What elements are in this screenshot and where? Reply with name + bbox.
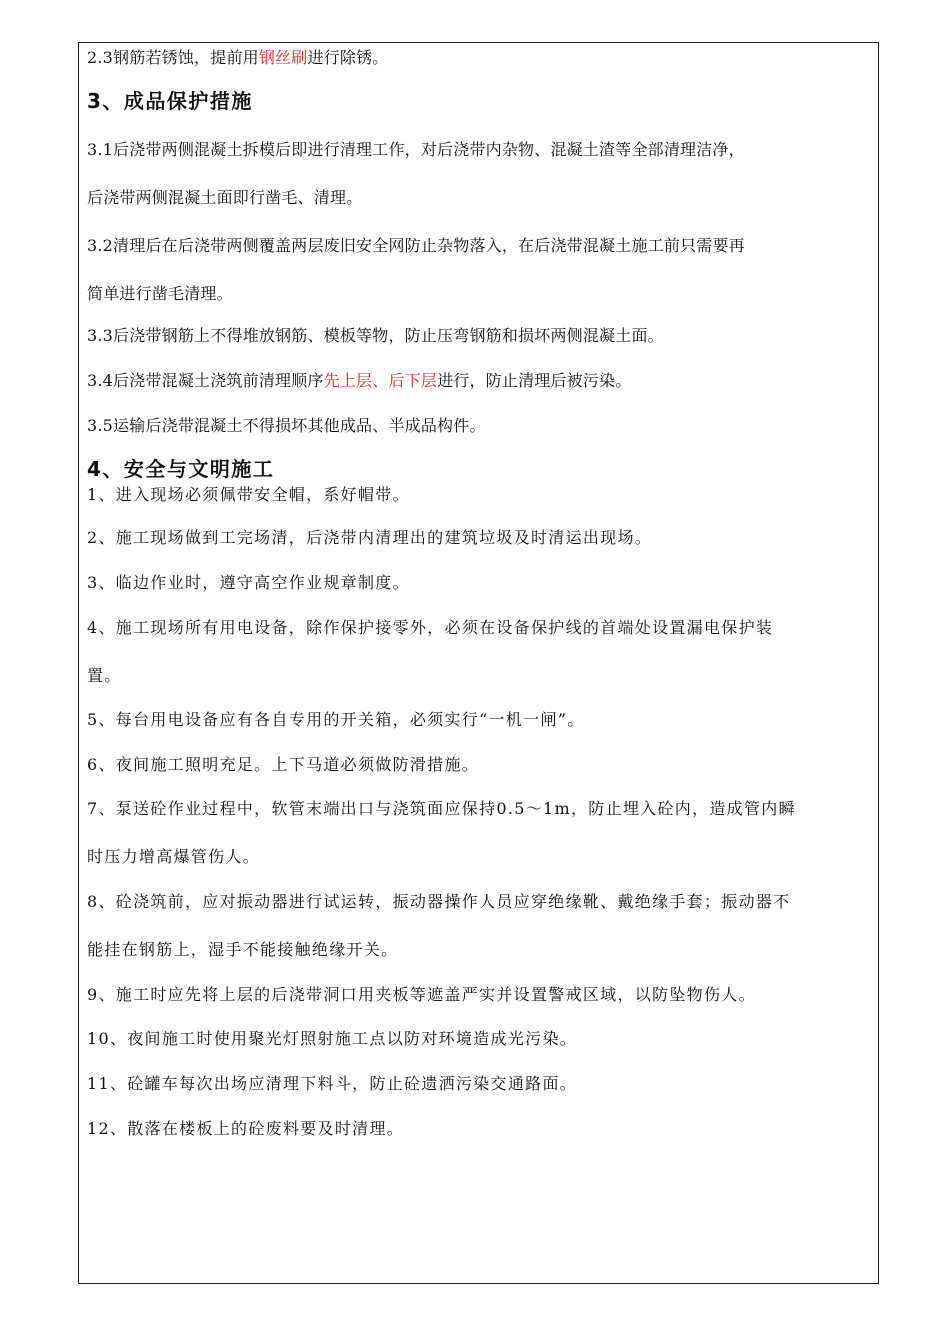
item-3-4-highlight: 先上层、后下层 (323, 371, 438, 390)
item-3-2-line-2: 简单进行凿毛清理。 (87, 284, 233, 303)
item-4-1: 1、进入现场必须佩带安全帽，系好帽带。 (87, 485, 410, 504)
item-4-8-line-2: 能挂在钢筋上，湿手不能接触绝缘开关。 (87, 940, 399, 959)
item-3-1-line-2: 后浇带两侧混凝土面即行凿毛、清理。 (87, 188, 363, 207)
item-3-4-text-before: 3.4后浇带混凝土浇筑前清理顺序 (87, 371, 324, 390)
document-frame (78, 42, 879, 1284)
item-3-3: 3.3后浇带钢筋上不得堆放钢筋、模板等物，防止压弯钢筋和损坏两侧混凝土面。 (87, 326, 664, 345)
item-4-8-line-1: 8、砼浇筑前，应对振动器进行试运转，振动器操作人员应穿绝缘靴、戴绝缘手套；振动器不 (87, 892, 791, 911)
item-3-1-line-1: 3.1后浇带两侧混凝土拆模后即进行清理工作，对后浇带内杂物、混凝土渣等全部清理洁净， (87, 140, 745, 159)
item-4-11: 11、砼罐车每次出场应清理下料斗，防止砼遗洒污染交通路面。 (87, 1074, 578, 1093)
item-2-3-text-before: 2.3钢筋若锈蚀，提前用 (87, 48, 259, 67)
item-4-5: 5、每台用电设备应有各自专用的开关箱，必须实行“一机一闸”。 (87, 710, 585, 729)
item-4-7-line-2: 时压力增高爆管伤人。 (87, 847, 261, 866)
item-3-4 (87, 371, 631, 391)
item-3-2-line-1: 3.2清理后在后浇带两侧覆盖两层废旧安全网防止杂物落入，在后浇带混凝土施工前只需要再 (87, 236, 745, 255)
item-4-10: 10、夜间施工时使用聚光灯照射施工点以防对环境造成光污染。 (87, 1029, 578, 1048)
item-3-5: 3.5运输后浇带混凝土不得损坏其他成品、半成品构件。 (87, 416, 486, 435)
section-3-heading: 3、成品保护措施 (87, 89, 253, 113)
item-4-9: 9、施工时应先将上层的后浇带洞口用夹板等遮盖严实并设置警戒区域，以防坠物伤人。 (87, 985, 756, 1004)
item-4-2: 2、施工现场做到工完场清，后浇带内清理出的建筑垃圾及时清运出现场。 (87, 528, 653, 547)
item-4-4-line-1: 4、施工现场所有用电设备，除作保护接零外，必须在设备保护线的首端处设置漏电保护装 (87, 618, 774, 637)
item-4-6: 6、夜间施工照明充足。上下马道必须做防滑措施。 (87, 755, 480, 774)
item-3-4-text-after: 进行，防止清理后被污染。 (437, 371, 632, 390)
section-4-heading: 4、安全与文明施工 (87, 457, 275, 481)
item-2-3 (87, 48, 388, 68)
item-4-12: 12、散落在楼板上的砼废料要及时清理。 (87, 1119, 405, 1138)
item-4-7-line-1: 7、泵送砼作业过程中，软管末端出口与浇筑面应保持0.5～1m，防止埋入砼内，造成管内瞬 (87, 799, 796, 818)
item-2-3-highlight: 钢丝刷 (258, 48, 308, 67)
item-2-3-text-after: 进行除锈。 (307, 48, 389, 67)
item-4-3: 3、临边作业时，遵守高空作业规章制度。 (87, 573, 410, 592)
item-4-4-line-2: 置。 (87, 666, 122, 685)
